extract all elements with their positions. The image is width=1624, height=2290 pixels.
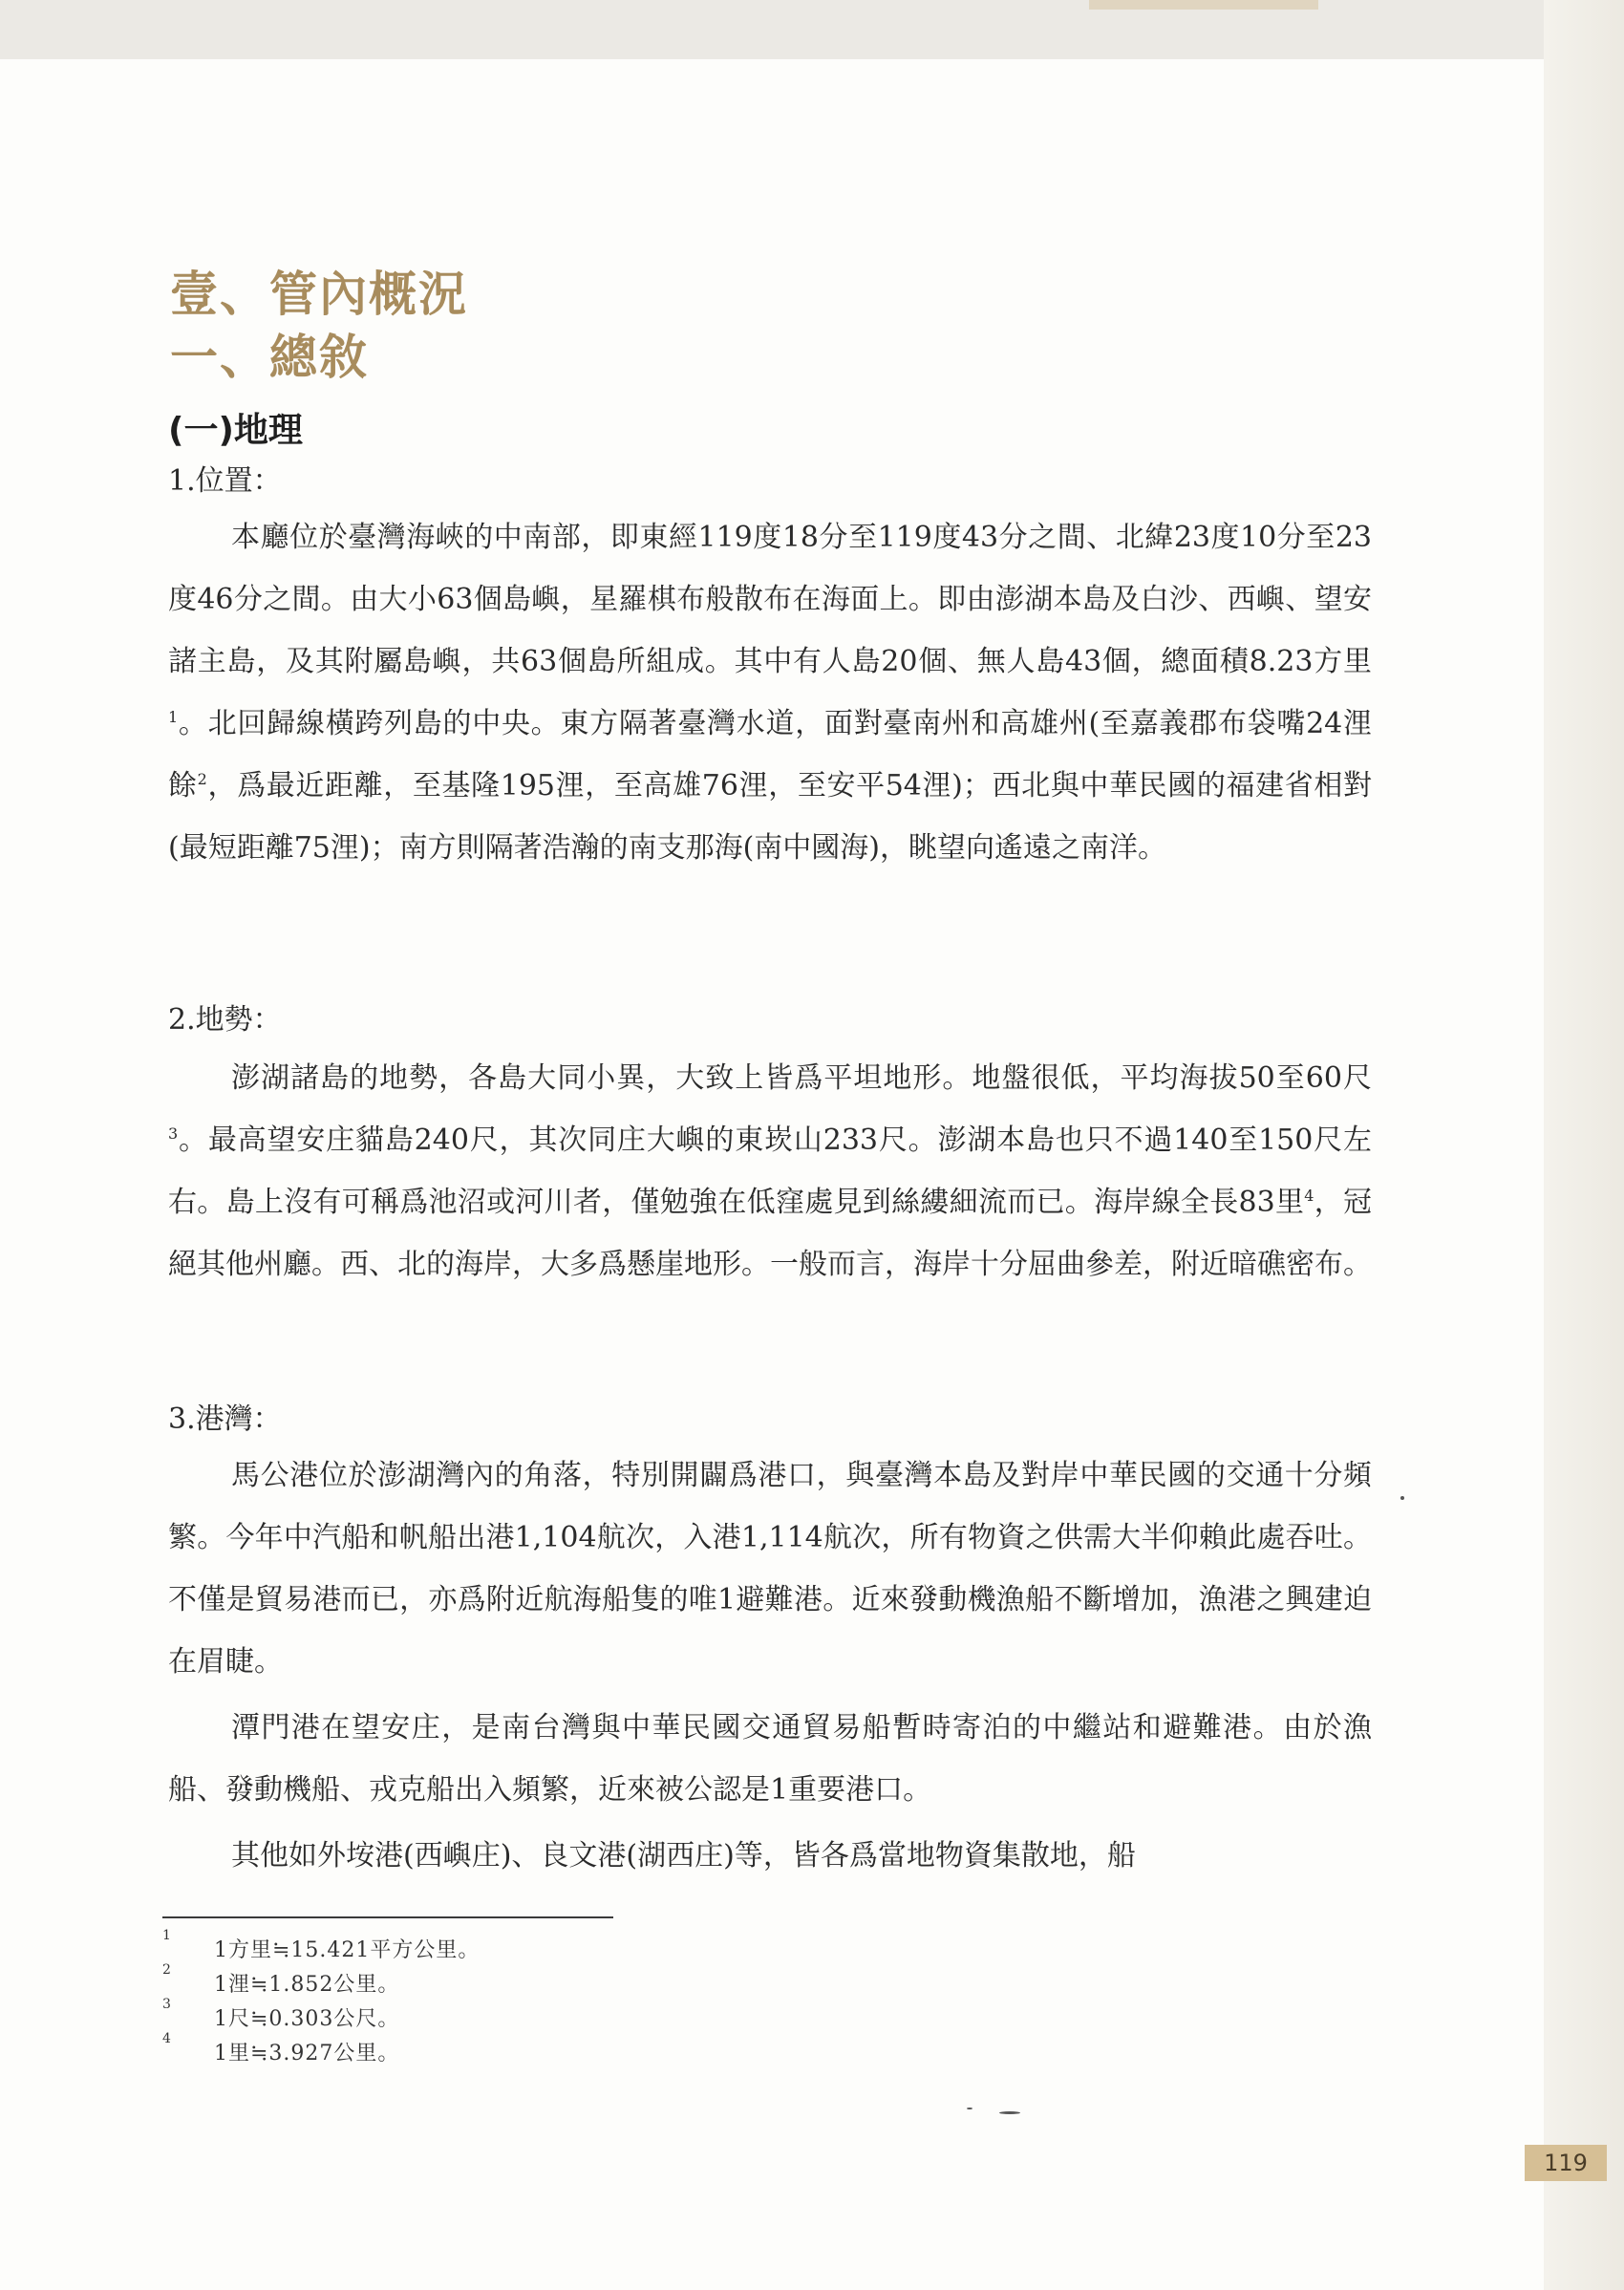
footnote-number: 4: [162, 2031, 171, 2046]
footnote-text: 1方里≒15.421平方公里。: [214, 1938, 481, 1962]
paragraph-terrain: [168, 1047, 1372, 1295]
paragraph-tanmen-harbor: [168, 1697, 1372, 1821]
paragraph-other-harbors: [168, 1825, 1372, 1887]
scan-speck: [1400, 1496, 1404, 1500]
paragraph-location: [168, 506, 1372, 879]
paragraph-text: 。最高望安庄貓島240尺，其次同庄大嶼的東崁山233尺。澎湖本島也只不過140至150尺左右。島上沒有可稱爲池沼或河川者，僅勉強在低窪處見到絲縷細流而已。海岸線全長83里: [168, 1124, 1372, 1219]
footnote-ref: 2: [197, 770, 207, 788]
top-scan-band: [0, 0, 1624, 59]
paragraph-text: 馬公港位於澎湖灣內的角落，特別開闢爲港口，與臺灣本島及對岸中華民國的交通十分頻繁。今年中汽船和帆船出港1,104航次，入港1,114航次，所有物資之供需大半仰賴此處吞吐。不僅是貿易港而已，亦爲附近航海船隻的唯1避難港。近來發動機漁船不斷增加，漁港之興建迫在眉睫。: [168, 1459, 1372, 1679]
paragraph-magong-harbor: [168, 1445, 1372, 1693]
footnote-text: 1尺≒0.303公尺。: [214, 2007, 400, 2031]
page-number-badge: 119: [1525, 2145, 1607, 2181]
subheading-location: 1.位置：: [168, 464, 282, 498]
footnote-number: 3: [162, 1997, 171, 2012]
footnote-number: 2: [162, 1962, 171, 1978]
paragraph-text: 。北回歸線橫跨列島的中央。東方隔著臺灣水道，面對臺南州和高雄州(至嘉義郡布袋嘴24浬餘: [168, 707, 1372, 803]
paragraph-text: 其他如外垵港(西嶼庄)、良文港(湖西庄)等，皆各爲當地物資集散地，船: [231, 1839, 1136, 1873]
footnote-divider: [162, 1916, 613, 1918]
subsection-heading: (一)地理: [168, 411, 303, 450]
footnote-ref: 4: [1304, 1187, 1314, 1205]
footnote-ref: 1: [168, 708, 179, 726]
page-edge-shadow: [1544, 0, 1624, 2290]
paragraph-text: ，爲最近距離，至基隆195浬，至高雄76浬，至安平54浬)；西北與中華民國的福建省相對(最短距離75浬)；南方則隔著浩瀚的南支那海(南中國海)，眺望向遙遠之南洋。: [168, 769, 1373, 865]
paragraph-text: 潭門港在望安庄，是南台灣與中華民國交通貿易船暫時寄泊的中繼站和避難港。由於漁船、發動機船、戎克船出入頻繁，近來被公認是1重要港口。: [168, 1711, 1372, 1807]
subheading-harbors: 3.港灣：: [168, 1402, 282, 1436]
chapter-heading: 壹、管內概況: [170, 267, 468, 322]
section-heading: 一、總敘: [170, 330, 369, 385]
subheading-terrain: 2.地勢：: [168, 1003, 282, 1037]
scan-speck: [999, 2111, 1020, 2114]
footnote-number: 1: [162, 1928, 171, 1943]
footnote-text: 1里≒3.927公里。: [214, 2042, 400, 2065]
paragraph-text: 本廳位於臺灣海峽的中南部，即東經119度18分至119度43分之間、北緯23度10分至23度46分之間。由大小63個島嶼，星羅棋布般散布在海面上。即由澎湖本島及白沙、西嶼、望安諸主島，及其附屬島嶼，共63個島所組成。其中有人島20個、無人島43個，總面積8.23方里: [168, 521, 1372, 678]
footnote-ref: 3: [168, 1124, 179, 1143]
top-header-mark: [1089, 0, 1318, 10]
paragraph-text: ，冠絕其他州廳。西、北的海岸，大多爲懸崖地形。一般而言，海岸十分屈曲參差，附近暗礁密布。: [168, 1186, 1372, 1281]
paragraph-text: 澎湖諸島的地勢，各島大同小異，大致上皆爲平坦地形。地盤很低，平均海拔50至60尺: [231, 1061, 1372, 1095]
footnote-text: 1浬≒1.852公里。: [214, 1973, 400, 1997]
scan-speck: [967, 2108, 972, 2109]
